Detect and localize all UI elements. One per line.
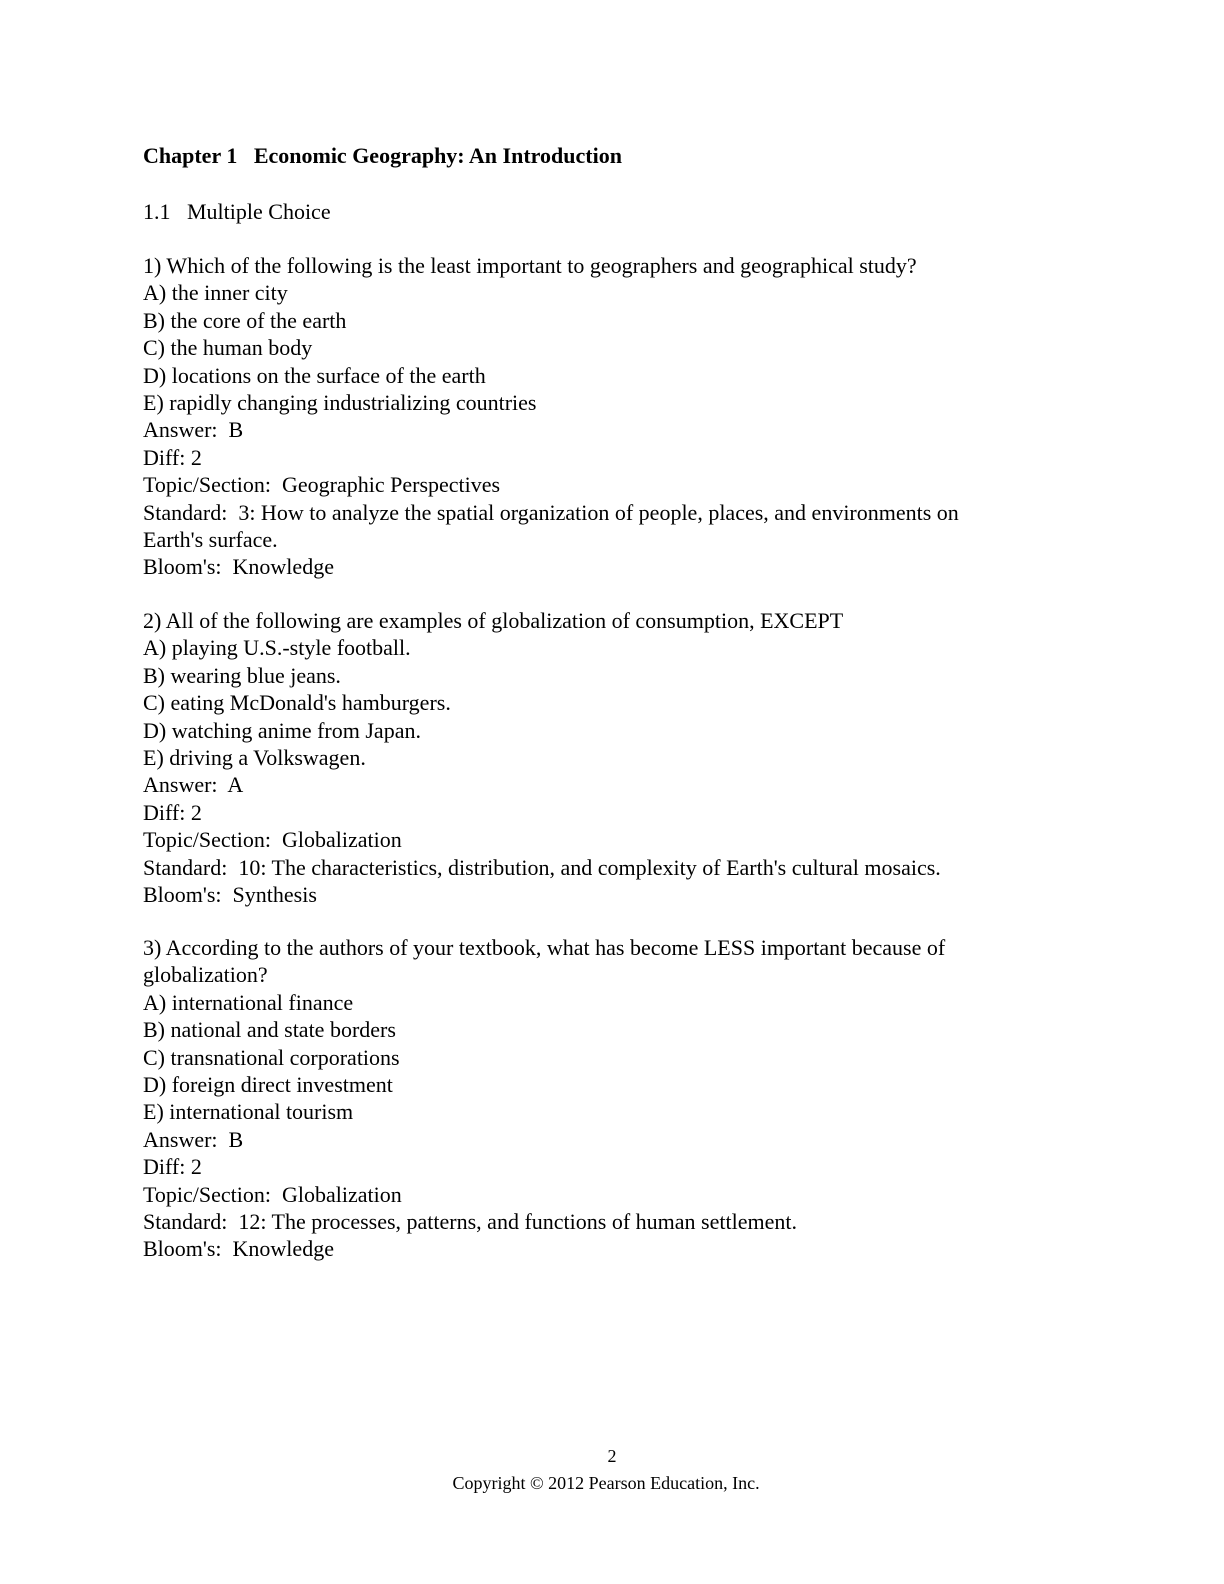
topic-section: Topic/Section: Globalization xyxy=(143,827,402,853)
option-e: E) driving a Volkswagen. xyxy=(143,745,366,771)
answer: Answer: B xyxy=(143,417,244,443)
option-c: C) eating McDonald's hamburgers. xyxy=(143,690,451,716)
option-d: D) watching anime from Japan. xyxy=(143,717,421,743)
blooms-level: Bloom's: Knowledge xyxy=(143,1236,334,1262)
standard: Standard: 3: How to analyze the spatial organization of people, places, and environments on xyxy=(143,499,959,525)
question-2 xyxy=(143,607,1043,908)
difficulty: Diff: 2 xyxy=(143,444,202,470)
standard: Standard: 12: The processes, patterns, and functions of human settlement. xyxy=(143,1209,797,1235)
question-1 xyxy=(143,252,1043,581)
blooms-level: Bloom's: Knowledge xyxy=(143,554,334,580)
option-b: B) the core of the earth xyxy=(143,307,347,333)
option-a: A) playing U.S.-style football. xyxy=(143,635,411,661)
standard: Standard: 10: The characteristics, distribution, and complexity of Earth's cultural mosaics. xyxy=(143,854,941,880)
option-c: C) the human body xyxy=(143,335,313,361)
difficulty: Diff: 2 xyxy=(143,1154,202,1180)
question-stem: 1) Which of the following is the least important to geographers and geographical study? xyxy=(143,253,917,278)
chapter-title: Chapter 1 Economic Geography: An Introduction xyxy=(143,143,622,168)
question-stem-continued: globalization? xyxy=(143,962,268,988)
option-e: E) international tourism xyxy=(143,1099,354,1125)
blooms-level: Bloom's: Synthesis xyxy=(143,882,317,908)
section-heading: 1.1 Multiple Choice xyxy=(143,199,331,224)
option-a: A) the inner city xyxy=(143,280,288,306)
option-b: B) wearing blue jeans. xyxy=(143,662,341,688)
option-d: D) foreign direct investment xyxy=(143,1072,393,1098)
option-b: B) national and state borders xyxy=(143,1017,396,1043)
question-stem: 2) All of the following are examples of globalization of consumption, EXCEPT xyxy=(143,608,844,633)
answer: Answer: B xyxy=(143,1126,244,1152)
option-d: D) locations on the surface of the earth xyxy=(143,362,486,388)
option-c: C) transnational corporations xyxy=(143,1044,400,1070)
page-number: 2 xyxy=(607,1446,617,1466)
option-a: A) international finance xyxy=(143,989,354,1015)
option-e: E) rapidly changing industrializing countries xyxy=(143,390,537,416)
standard-continued: Earth's surface. xyxy=(143,527,278,553)
question-stem: 3) According to the authors of your textbook, what has become LESS important because of xyxy=(143,935,946,960)
difficulty: Diff: 2 xyxy=(143,799,202,825)
copyright-notice: Copyright © 2012 Pearson Education, Inc. xyxy=(452,1473,760,1493)
topic-section: Topic/Section: Globalization xyxy=(143,1181,402,1207)
topic-section: Topic/Section: Geographic Perspectives xyxy=(143,472,501,498)
answer: Answer: A xyxy=(143,772,244,798)
question-3 xyxy=(143,934,1043,1263)
